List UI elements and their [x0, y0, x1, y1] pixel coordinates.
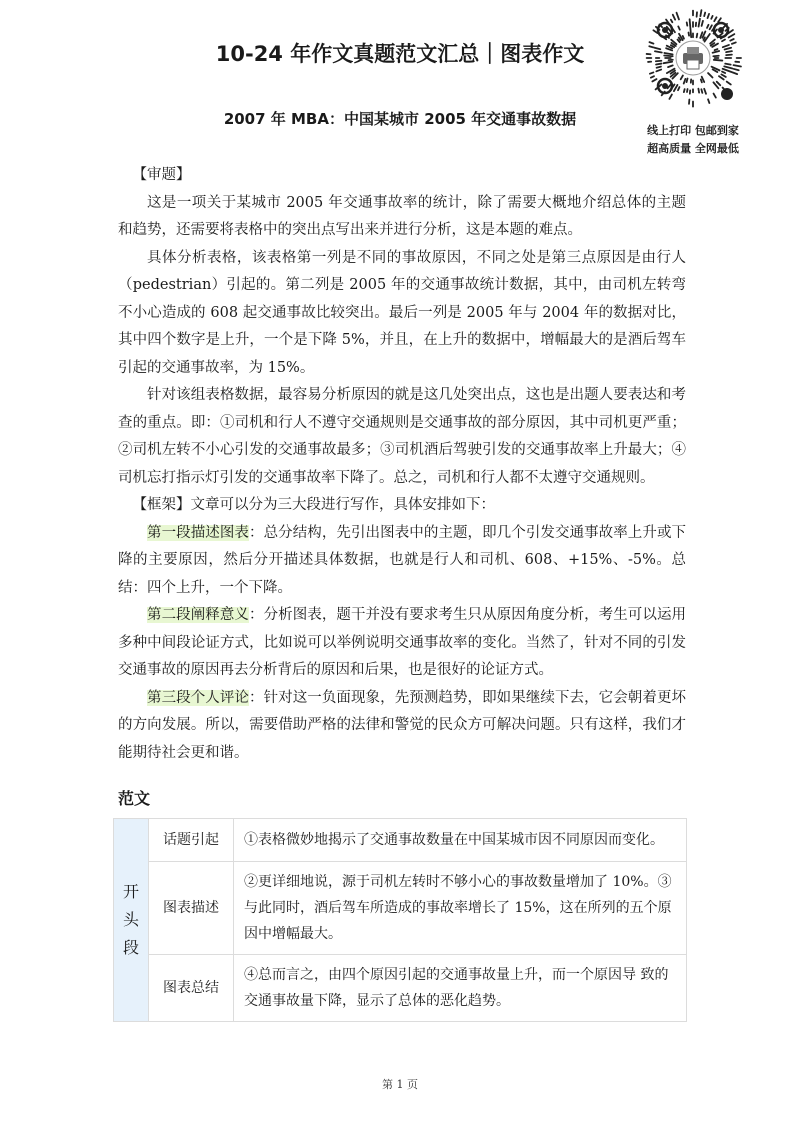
section-label-framework: 【框架】文章可以分为三大段进行写作，具体安排如下： [132, 497, 495, 513]
analysis-paragraph-1: 这是一项关于某城市 2005 年交通事故率的统计，除了需要大概地介绍总体的主题和趋势，还需要将表格中的突出点写出来并进行分析，这是本题的难点。 [118, 194, 686, 238]
sample-essay-table [113, 818, 687, 1022]
table-row [114, 819, 687, 862]
group-label-cell [114, 819, 149, 1022]
mini-program-qr-icon[interactable] [643, 8, 743, 108]
analysis-paragraph-2: 具体分析表格，该表格第一列是不同的事故原因，不同之处是第三点原因是由行人（pedestrian）引起的。第二列是 2005 年的交通事故统计数据，其中，由司机左转弯不小心造成的 608 起交通事故比较突出。最后一列是 2005 年与 2004 年的数据对比，其中四个数字是上升，一个是下降 5%，并且，在上升的数据中，增幅最大的是酒后驾车引起的交通事故率，为 15%。 [118, 249, 686, 376]
document-title: 10-24 年作文真题范文汇总｜图表作文 [215, 42, 585, 66]
row-label: 图表描述 [149, 862, 234, 955]
page-number: 第 1 页 [382, 1078, 418, 1091]
analysis-body [118, 162, 686, 767]
framework-text-1: ：总分结构，先引出图表中的主题，即几个引发交通事故率上升或下降的主要原因，然后分开描述具体数据，也就是行人和司机、608、+15%、-5%。总结：四个上升，一个下降。 [118, 524, 687, 596]
framework-paragraph-2 [118, 602, 686, 685]
qr-caption-line1: 线上打印 包邮到家 [647, 124, 739, 137]
framework-paragraph-1 [118, 520, 686, 603]
framework-text-3: ：针对这一负面现象，先预测趋势，即如果继续下去，它会朝着更坏的方向发展。所以，需要借助严格的法律和警觉的民众方可解决问题。只有这样，我们才能期待社会更和谐。 [118, 689, 687, 761]
document-subtitle: 2007 年 MBA：中国某城市 2005 年交通事故数据 [223, 110, 577, 128]
qr-code-block[interactable] [638, 8, 748, 158]
row-content: ②更详细地说，源于司机左转时不够小心的事故数量增加了 10%。③与此同时，酒后驾车所造成的事故率增长了 15%，这在所列的五个原因中增幅最大。 [234, 862, 687, 955]
section-label-topic-review: 【审题】 [132, 167, 191, 183]
qr-caption-line2: 超高质量 全网最低 [647, 142, 739, 155]
highlight-label-1: 第一段描述图表 [147, 524, 249, 541]
table-row [114, 862, 687, 955]
framework-text-2: ：分析图表，题干并没有要求考生只从原因角度分析，考生可以运用多种中间段论证方式，比如说可以举例说明交通事故率的变化。当然了，针对不同的引发交通事故的原因再去分析背后的原因和后果，也是很好的论证方式。 [118, 607, 687, 678]
highlight-label-3: 第三段个人评论 [147, 689, 249, 706]
row-label: 图表总结 [149, 955, 234, 1022]
framework-paragraph-3 [118, 685, 686, 768]
row-content: ④总而言之，由四个原因引起的交通事故量上升，而一个原因导 致的交通事故量下降，显示了总体的恶化趋势。 [234, 955, 687, 1022]
analysis-paragraph-3: 针对该组表格数据，最容易分析原因的就是这几处突出点，这也是出题人要表达和考查的重点。即：①司机和行人不遵守交通规则是交通事故的部分原因，其中司机更严重；②司机左转不小心引发的交通事故最多；③司机酒后驾驶引发的交通事故率上升最大；④司机忘打指示灯引发的交通事故率下降了。总之，司机和行人都不太遵守交通规则。 [118, 387, 686, 486]
sample-essay-heading: 范文 [118, 789, 151, 808]
highlight-label-2: 第二段阐释意义 [147, 607, 249, 623]
row-content: ①表格微妙地揭示了交通事故数量在中国某城市因不同原因而变化。 [234, 819, 687, 862]
group-label-vertical: 开 头 段 [122, 882, 139, 957]
row-label: 话题引起 [149, 819, 234, 862]
table-row [114, 955, 687, 1022]
